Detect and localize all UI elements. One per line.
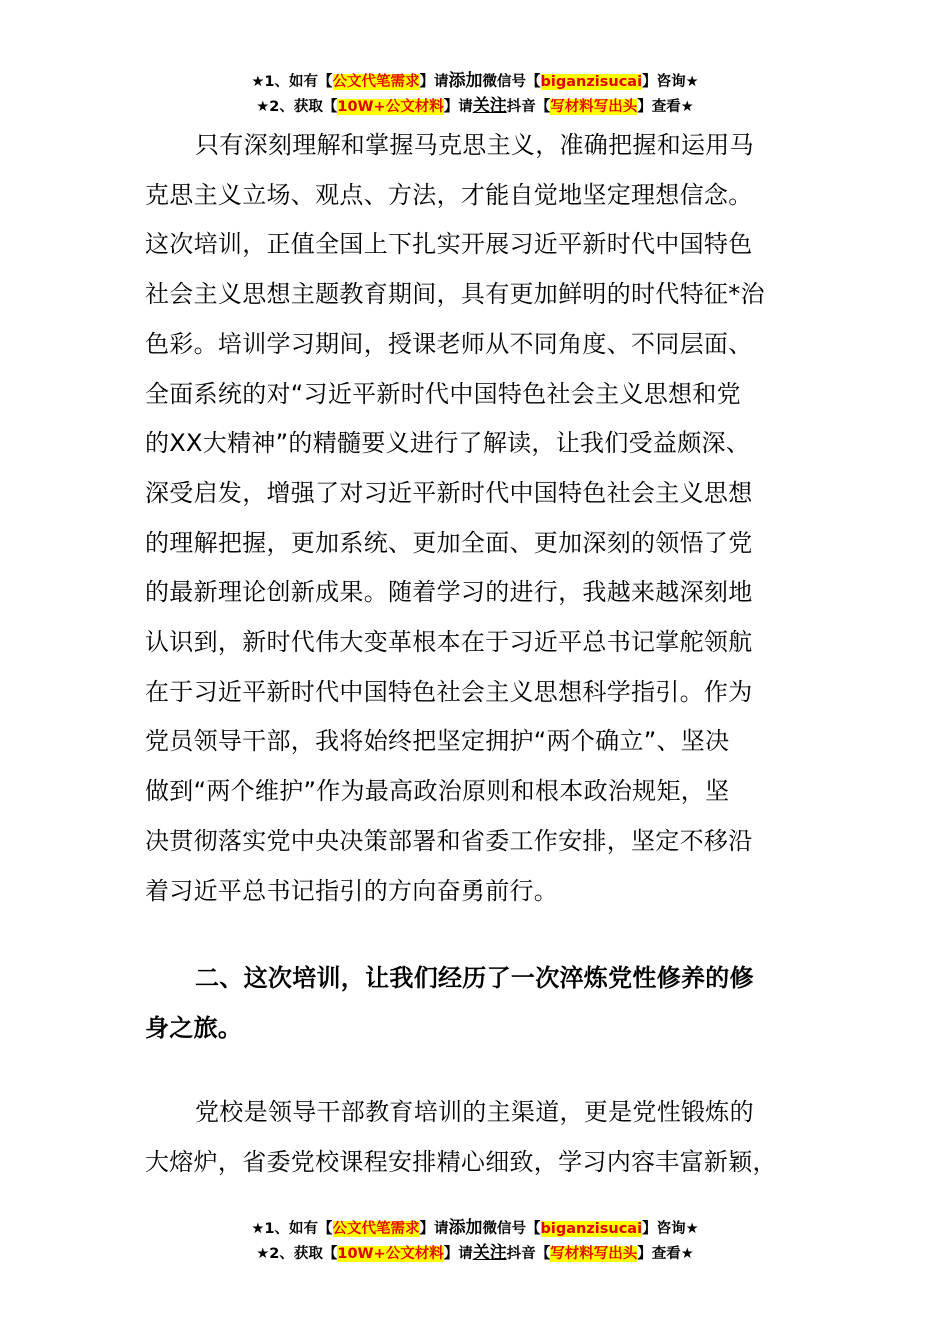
text-line: 决贯彻落实党中央决策部署和省委工作安排，坚定不移沿: [145, 826, 753, 855]
text-line: 社会主义思想主题教育期间，具有更加鲜明的时代特征*治: [145, 280, 765, 309]
banner-text: 】咨询★: [642, 74, 699, 90]
banner-text: 】查看★: [637, 1246, 694, 1262]
banner-line-1: [0, 69, 950, 94]
banner-emphasis: 关注: [472, 1243, 507, 1263]
text-line: 认识到，新时代伟大变革根本在于习近平总书记掌舵领航: [145, 628, 753, 657]
text-line: 在于习近平新时代中国特色社会主义思想科学指引。作为: [145, 677, 753, 706]
text-line: 色彩。培训学习期间，授课老师从不同角度、不同层面、: [145, 329, 753, 358]
banner-text: 微信号【: [482, 74, 541, 90]
header-banner: [0, 69, 950, 119]
banner-line-2: [0, 94, 950, 119]
banner-text: 】请: [419, 74, 449, 90]
banner-highlight: biganzisucai: [540, 74, 643, 90]
text-line: 党员领导干部，我将始终把坚定拥护“两个确立”、坚决: [145, 727, 730, 756]
text-line: 大熔炉，省委党校课程安排精心细致，学习内容丰富新颖，: [145, 1147, 777, 1176]
heading-line: 身之旅。: [145, 1013, 243, 1042]
banner-text: 抖音【: [506, 99, 551, 115]
text-line: 的理解把握，更加系统、更加全面、更加深刻的领悟了党: [145, 528, 753, 557]
banner-emphasis: 关注: [472, 96, 507, 116]
text-line: 的最新理论创新成果。随着学习的进行，我越来越深刻地: [145, 578, 753, 607]
banner-text: 】请: [419, 1221, 449, 1237]
text-line: 克思主义立场、观点、方法，才能自觉地坚定理想信念。: [145, 180, 753, 209]
text-line: 只有深刻理解和掌握马克思主义，准确把握和运用马: [195, 131, 754, 159]
heading-line: 二、这次培训，让我们经历了一次淬炼党性修养的修: [195, 964, 754, 992]
text-line: 做到“两个维护”作为最高政治原则和根本政治规矩，坚: [145, 777, 730, 806]
text-line: 深受启发，增强了对习近平新时代中国特色社会主义思想: [145, 478, 753, 507]
banner-highlight: 写材料写出头: [550, 99, 638, 115]
text-line: 全面系统的对“习近平新时代中国特色社会主义思想和党: [145, 379, 741, 408]
banner-line-1: [0, 1216, 950, 1241]
text-line: 党校是领导干部教育培训的主渠道，更是党性锻炼的: [195, 1098, 754, 1126]
banner-text: 】查看★: [637, 99, 694, 115]
banner-highlight: 10W+公文材料: [337, 99, 444, 115]
banner-highlight: 写材料写出头: [550, 1246, 638, 1262]
body-paragraph-2: [145, 1088, 825, 1187]
footer-banner: [0, 1216, 950, 1266]
text-line: 的XX大精神”的精髓要义进行了解读，让我们受益颇深、: [145, 429, 751, 458]
banner-text: 】咨询★: [642, 1221, 699, 1237]
banner-text: ★1、如有【: [251, 74, 333, 90]
text-line: 这次培训，正值全国上下扎实开展习近平新时代中国特色: [145, 230, 753, 259]
banner-text: ★2、获取【: [256, 1246, 338, 1262]
banner-highlight: biganzisucai: [540, 1221, 643, 1237]
banner-text: 】请: [443, 99, 473, 115]
banner-text: 】请: [443, 1246, 473, 1262]
banner-emphasis: 添加: [448, 71, 483, 91]
banner-highlight: 公文代笔需求: [332, 74, 420, 90]
banner-text: ★1、如有【: [251, 1221, 333, 1237]
banner-text: 抖音【: [506, 1246, 551, 1262]
banner-text: 微信号【: [482, 1221, 541, 1237]
text-line: 着习近平总书记指引的方向奋勇前行。: [145, 876, 559, 905]
banner-emphasis: 添加: [448, 1218, 483, 1238]
banner-highlight: 公文代笔需求: [332, 1221, 420, 1237]
section-heading-2: [145, 954, 825, 1053]
body-paragraph-1: [145, 121, 825, 916]
banner-text: ★2、获取【: [256, 99, 338, 115]
banner-highlight: 10W+公文材料: [337, 1246, 444, 1262]
banner-line-2: [0, 1241, 950, 1266]
